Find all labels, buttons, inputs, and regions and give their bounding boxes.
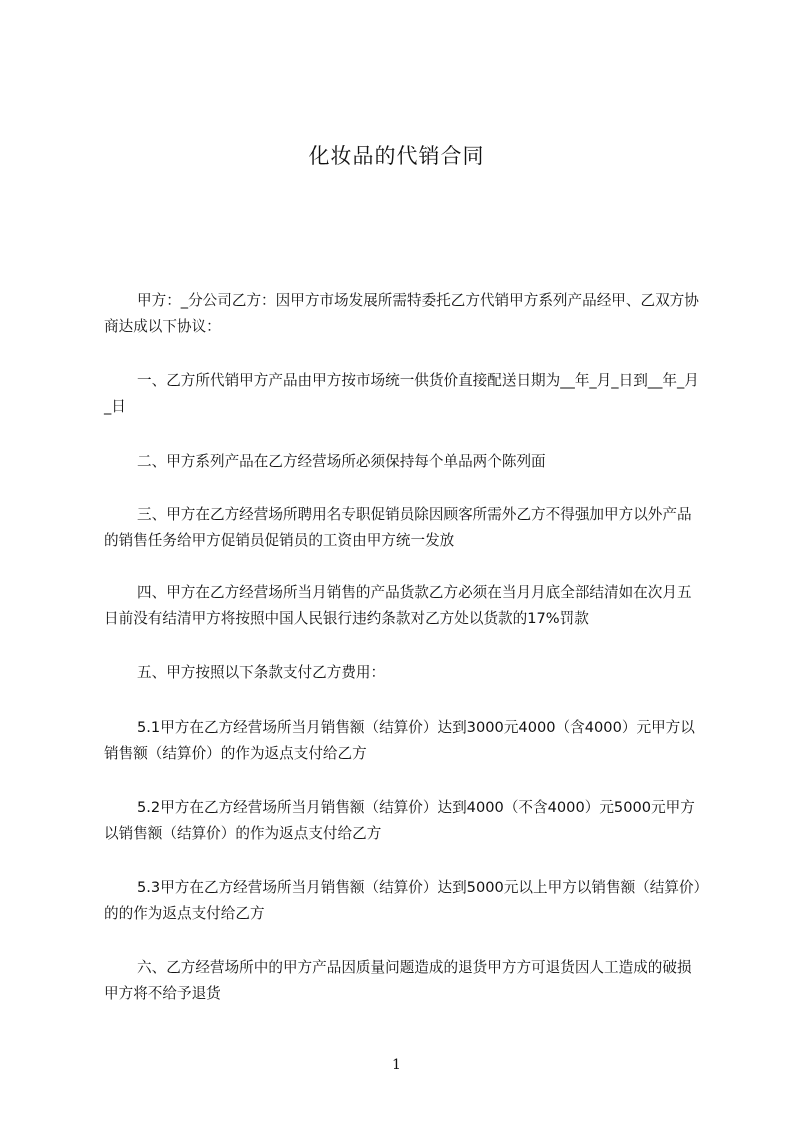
paragraph-clause-5-3: 5.3甲方在乙方经营场所当月销售额（结算价）达到5000元以上甲方以销售额（结算价）的的作为返点支付给乙方 bbox=[104, 879, 701, 922]
paragraph-clause-3: 三、甲方在乙方经营场所聘用名专职促销员除因顾客所需外乙方不得强加甲方以外产品的销售任务给甲方促销员促销员的工资由甲方统一发放 bbox=[104, 506, 692, 549]
paragraph-clause-1: 一、乙方所代销甲方产品由甲方按市场统一供货价直接配送日期为__年_月_日到__年_月_日 bbox=[104, 372, 699, 415]
document-title: 化妆品的代销合同 bbox=[308, 144, 485, 168]
paragraph-clause-5-2: 5.2甲方在乙方经营场所当月销售额（结算价）达到4000（不含4000）元5000元甲方以销售额（结算价）的作为返点支付给乙方 bbox=[104, 799, 695, 842]
page-number: 1 bbox=[392, 1057, 401, 1073]
paragraph-clause-6: 六、乙方经营场所中的甲方产品因质量问题造成的退货甲方方可退货因人工造成的破损甲方将不给予退货 bbox=[104, 959, 692, 1002]
paragraph-clause-4: 四、甲方在乙方经营场所当月销售的产品货款乙方必须在当月月底全部结清如在次月五日前没有结清甲方将按照中国人民银行违约条款对乙方处以货款的17%罚款 bbox=[104, 584, 692, 627]
paragraph-clause-2: 二、甲方系列产品在乙方经营场所必须保持每个单品两个陈列面 bbox=[137, 453, 546, 470]
paragraph-clause-5-1: 5.1甲方在乙方经营场所当月销售额（结算价）达到3000元4000（含4000）元甲方以销售额（结算价）的作为返点支付给乙方 bbox=[104, 719, 695, 762]
paragraph-clause-5: 五、甲方按照以下条款支付乙方费用： bbox=[137, 664, 386, 681]
paragraph-parties: 甲方：_分公司乙方：因甲方市场发展所需特委托乙方代销甲方系列产品经甲、乙双方协商达成以下协议： bbox=[104, 292, 699, 335]
